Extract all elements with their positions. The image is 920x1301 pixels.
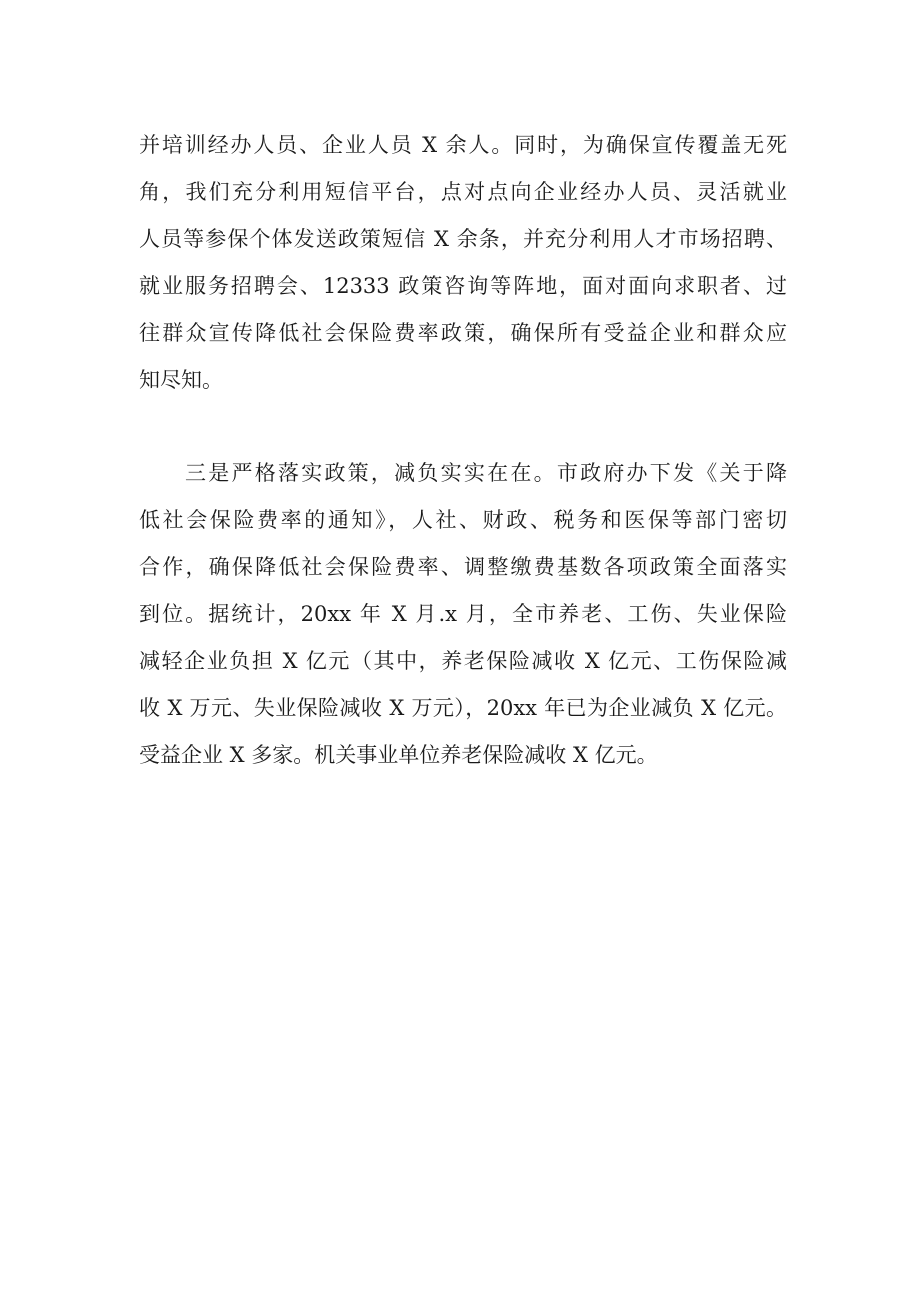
paragraph-publicity — [139, 122, 787, 404]
text-line: 人员等参保个体发送政策短信 X 余条，并充分利用人才市场招聘、 — [139, 227, 787, 251]
text-line: 到位。据统计，20xx 年 X 月.x 月，全市养老、工伤、失业保险 — [139, 602, 787, 626]
text-line: 受益企业 X 多家。机关事业单位养老保险减收 X 亿元。 — [139, 743, 658, 767]
text-line: 角，我们充分利用短信平台，点对点向企业经办人员、灵活就业 — [139, 180, 787, 204]
text-line: 往群众宣传降低社会保险费率政策，确保所有受益企业和群众应 — [139, 321, 787, 345]
text-line: 减轻企业负担 X 亿元（其中，养老保险减收 X 亿元、工伤保险减 — [139, 649, 787, 673]
text-line: 收 X 万元、失业保险减收 X 万元），20xx 年已为企业减负 X 亿元。 — [139, 696, 787, 720]
document-body — [139, 122, 787, 779]
text-line: 低社会保险费率的通知》，人社、财政、税务和医保等部门密切 — [139, 508, 787, 532]
text-line: 三是严格落实政策，减负实实在在。市政府办下发《关于降 — [185, 461, 787, 485]
text-line: 知尽知。 — [139, 368, 223, 392]
paragraph-policy-implementation — [139, 450, 787, 779]
text-line: 就业服务招聘会、12333 政策咨询等阵地，面对面向求职者、过 — [139, 274, 787, 298]
text-line: 并培训经办人员、企业人员 X 余人。同时，为确保宣传覆盖无死 — [139, 133, 787, 157]
text-line: 合作，确保降低社会保险费率、调整缴费基数各项政策全面落实 — [139, 555, 787, 579]
